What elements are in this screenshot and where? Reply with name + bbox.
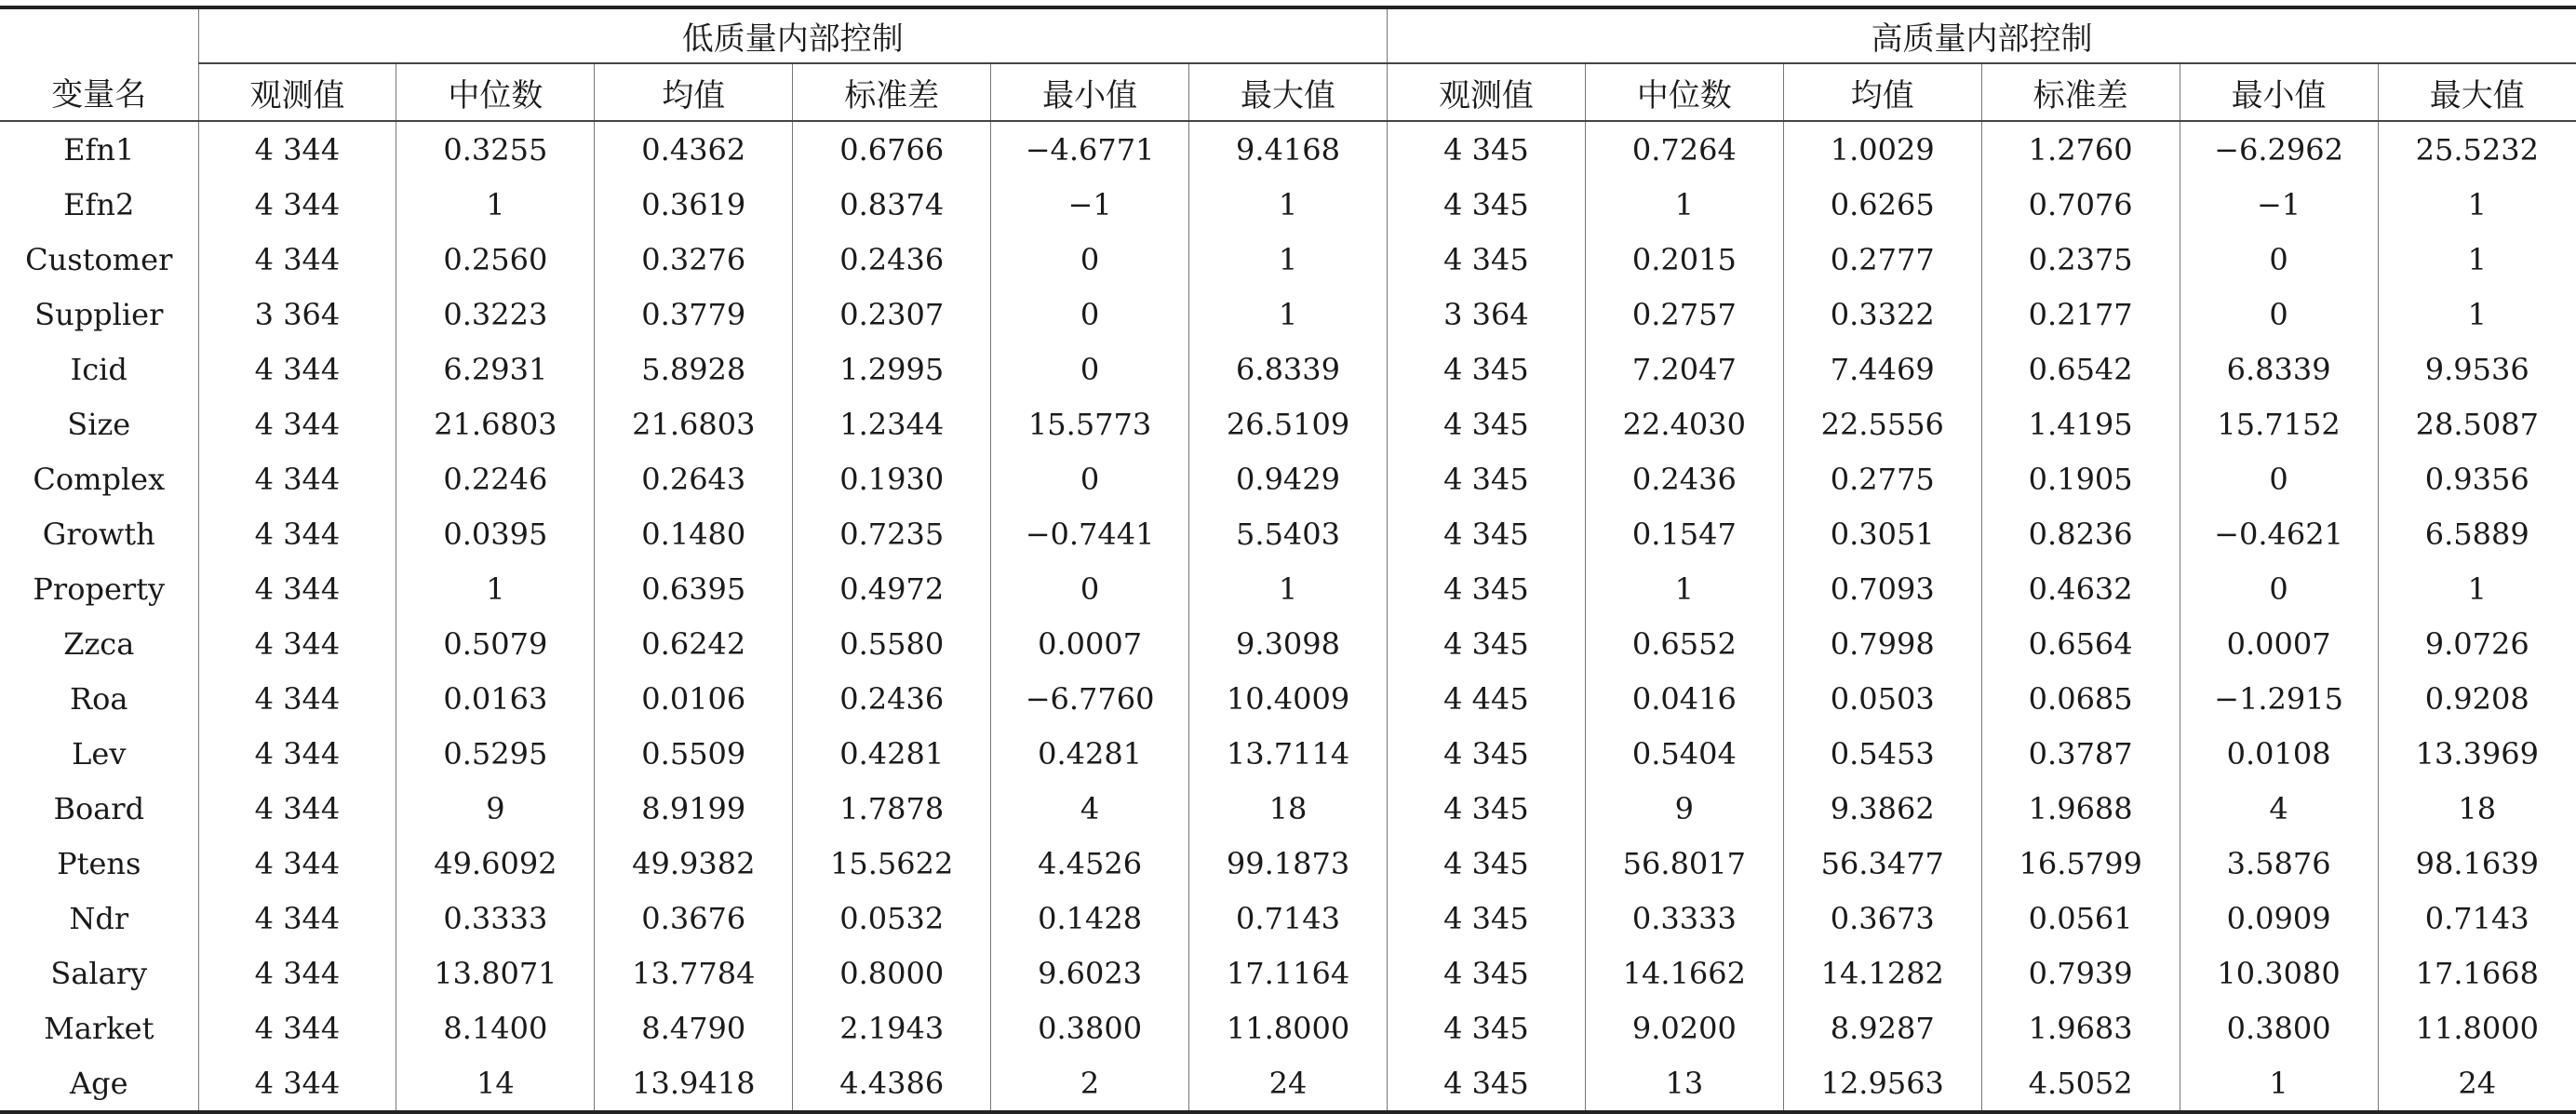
table-cell: 11.8000 — [2415, 1010, 2539, 1046]
table-cell: 0.7998 — [1783, 616, 1981, 671]
variable-name-cell: Ptens — [0, 836, 198, 891]
table-cell: 1 — [396, 177, 595, 232]
table-cell: 0.3322 — [1783, 287, 1981, 342]
table-cell: 0.4281 — [793, 726, 991, 781]
table-cell: 4 344 — [198, 506, 396, 561]
table-cell: 0.2777 — [1783, 232, 1981, 287]
table-cell: 4 344 — [198, 726, 396, 781]
column-header: 最大值 — [1189, 63, 1388, 121]
column-header: 标准差 — [1981, 63, 2180, 121]
table-cell: 0 — [991, 561, 1189, 616]
table-cell: 0.2375 — [1981, 232, 2180, 287]
table-cell: 9 — [1585, 781, 1783, 836]
table-cell: 13.8071 — [396, 946, 595, 1000]
column-header: 中位数 — [1585, 63, 1783, 121]
table-cell: 0.2177 — [1981, 287, 2180, 342]
table-cell: 22.5556 — [1783, 396, 1981, 451]
table-cell: 49.9382 — [595, 836, 793, 891]
table-row — [0, 451, 2576, 506]
table-cell: 4 344 — [198, 1055, 396, 1112]
table-cell: 0 — [991, 451, 1189, 506]
table-cell: 0.7939 — [1981, 946, 2180, 1000]
table-cell: 4 345 — [1387, 1055, 1585, 1112]
table-cell: 8.1400 — [396, 1000, 595, 1055]
table-cell: 10.3080 — [2180, 946, 2378, 1000]
table-cell: 9.0726 — [2424, 625, 2529, 662]
table-cell: 0.2015 — [1585, 232, 1783, 287]
table-cell: 4 345 — [1387, 342, 1585, 396]
table-cell: 1 — [2467, 570, 2487, 607]
table-cell: 0.0007 — [991, 616, 1189, 671]
table-cell: 0.6564 — [1981, 616, 2180, 671]
table-cell: 13.7114 — [1189, 726, 1388, 781]
table-cell: 0.7235 — [793, 506, 991, 561]
table-cell: 4 344 — [198, 781, 396, 836]
table-cell: 4 345 — [1387, 506, 1585, 561]
group-header-low-quality: 低质量内部控制 — [198, 7, 1387, 63]
table-cell: 0.7143 — [2424, 900, 2529, 936]
table-cell: 24 — [2378, 1055, 2576, 1112]
table-cell: 18 — [1189, 781, 1388, 836]
table-cell: 0.7143 — [1189, 891, 1388, 946]
table-cell: 0.2757 — [1585, 287, 1783, 342]
table-cell: 8.9199 — [595, 781, 793, 836]
table-cell: 16.5799 — [1981, 836, 2180, 891]
column-header: 最小值 — [2180, 63, 2378, 121]
table-cell: 5.8928 — [595, 342, 793, 396]
column-header-row — [0, 63, 2576, 121]
variable-name-cell: Growth — [0, 506, 198, 561]
table-cell: 13.9418 — [595, 1055, 793, 1112]
table-cell: 0.8236 — [1981, 506, 2180, 561]
table-cell: 0.3333 — [396, 891, 595, 946]
table-cell: 8.9287 — [1783, 1000, 1981, 1055]
table-cell: 0.5079 — [396, 616, 595, 671]
table-cell: 1 — [1189, 177, 1388, 232]
table-cell: 1 — [2180, 1055, 2378, 1112]
table-cell: 1 — [2467, 296, 2487, 332]
table-cell: 1.9688 — [1981, 781, 2180, 836]
table-cell: 1 — [1189, 232, 1388, 287]
variable-name-cell: Roa — [0, 671, 198, 726]
table-cell: 0.4362 — [595, 121, 793, 177]
table-cell: 0.1905 — [1981, 451, 2180, 506]
column-header: 标准差 — [793, 63, 991, 121]
table-cell: 17.1164 — [1189, 946, 1388, 1000]
table-cell: 18 — [2458, 790, 2497, 826]
table-cell: 0.3800 — [2180, 1000, 2378, 1055]
table-row — [0, 671, 2576, 726]
column-header: 均值 — [1783, 63, 1981, 121]
table-cell: 5.5403 — [1189, 506, 1388, 561]
group-header-spacer — [0, 7, 198, 63]
table-cell: 9.0200 — [1585, 1000, 1783, 1055]
table-cell: −1 — [2180, 177, 2378, 232]
table-cell: 0.0007 — [2180, 616, 2378, 671]
table-cell: 4 345 — [1387, 891, 1585, 946]
table-cell: 4 344 — [198, 616, 396, 671]
table-cell: 14 — [396, 1055, 595, 1112]
table-cell: 0 — [991, 287, 1189, 342]
group-header-row — [0, 7, 2576, 63]
table-cell: 0.6395 — [595, 561, 793, 616]
table-cell: 24 — [1189, 1055, 1388, 1112]
table-row — [0, 396, 2576, 451]
variable-name-cell: Customer — [0, 232, 198, 287]
table-cell: 4 344 — [198, 561, 396, 616]
table-cell: 17.1668 — [2415, 955, 2539, 991]
table-row — [0, 1000, 2576, 1055]
variable-name-cell: Size — [0, 396, 198, 451]
group-header-high-quality: 高质量内部控制 — [1387, 7, 2576, 63]
table-cell: 1.2995 — [793, 342, 991, 396]
table-cell: 0.7076 — [1981, 177, 2180, 232]
table-cell: 0.6542 — [1981, 342, 2180, 396]
table-cell: 0.6242 — [595, 616, 793, 671]
table-cell: 0.3276 — [595, 232, 793, 287]
table-cell: 0 — [991, 232, 1189, 287]
table-cell: −6.2962 — [2180, 121, 2378, 177]
table-cell: 14.1662 — [1585, 946, 1783, 1000]
table-cell: 1.0029 — [1783, 121, 1981, 177]
variable-name-cell: Complex — [0, 451, 198, 506]
table-cell: 9.6023 — [991, 946, 1189, 1000]
table-cell: 10.4009 — [1189, 671, 1388, 726]
table-cell: 13.3969 — [2415, 735, 2539, 772]
table-cell: 1.9683 — [1981, 1000, 2180, 1055]
table-row — [0, 506, 2576, 561]
table-cell: 4 345 — [1387, 177, 1585, 232]
table-cell: 11.8000 — [1189, 1000, 1388, 1055]
table-cell: 0.8000 — [793, 946, 991, 1000]
table-cell: 98.1639 — [2415, 845, 2539, 881]
table-cell: −1.2915 — [2180, 671, 2378, 726]
table-cell: 0.2307 — [793, 287, 991, 342]
table-cell: 0.0108 — [2180, 726, 2378, 781]
column-header-variable: 变量名 — [0, 63, 198, 121]
table-cell: 8.4790 — [595, 1000, 793, 1055]
table-cell: 28.5087 — [2415, 406, 2539, 442]
column-header: 观测值 — [1387, 63, 1585, 121]
table-cell: 6.8339 — [2180, 342, 2378, 396]
table-cell: 13 — [1585, 1055, 1783, 1112]
table-cell: 0.2246 — [396, 451, 595, 506]
table-cell: 0.8374 — [793, 177, 991, 232]
table-cell: 15.7152 — [2180, 396, 2378, 451]
table-cell: 4 344 — [198, 121, 396, 177]
column-header: 最小值 — [991, 63, 1189, 121]
table-cell: 9.3862 — [1783, 781, 1981, 836]
table-cell: 3 364 — [198, 287, 396, 342]
table-cell: 0.9429 — [1189, 451, 1388, 506]
table-cell: 9.9536 — [2424, 351, 2529, 387]
table-row — [0, 726, 2576, 781]
table-row — [0, 891, 2576, 946]
table-cell: 13.7784 — [595, 946, 793, 1000]
table-cell: 1 — [2467, 241, 2487, 277]
table-cell: 56.8017 — [1585, 836, 1783, 891]
table-cell: 49.6092 — [396, 836, 595, 891]
table-cell: 0.1930 — [793, 451, 991, 506]
table-cell: 0 — [2180, 451, 2378, 506]
table-cell: 1 — [2467, 186, 2487, 222]
table-cell: 0.6766 — [793, 121, 991, 177]
table-cell: 6.2931 — [396, 342, 595, 396]
table-cell: 3 364 — [1387, 287, 1585, 342]
variable-name-cell: Efn2 — [0, 177, 198, 232]
table-cell: 7.2047 — [1585, 342, 1783, 396]
table-cell: 4 — [991, 781, 1189, 836]
table-cell: 0.2560 — [396, 232, 595, 287]
table-row — [0, 121, 2576, 177]
table-cell: 0.3333 — [1585, 891, 1783, 946]
table-cell: 0 — [2180, 232, 2378, 287]
table-cell: 9.4168 — [1189, 121, 1388, 177]
column-header: 均值 — [595, 63, 793, 121]
table-cell: 4 345 — [1387, 451, 1585, 506]
table-cell: 0.1547 — [1585, 506, 1783, 561]
table-cell: 2.1943 — [793, 1000, 991, 1055]
table-cell: 0.0163 — [396, 671, 595, 726]
table-row — [0, 342, 2576, 396]
table-cell: 0.5404 — [1585, 726, 1783, 781]
table-cell: 0.4972 — [793, 561, 991, 616]
table-cell: 0.2643 — [595, 451, 793, 506]
table-cell: −4.6771 — [991, 121, 1189, 177]
column-header: 中位数 — [396, 63, 595, 121]
table-cell: 9 — [396, 781, 595, 836]
table-cell: 0.4281 — [991, 726, 1189, 781]
table-cell: 4.4526 — [991, 836, 1189, 891]
table-cell: 0.0685 — [1981, 671, 2180, 726]
table-cell: 4.4386 — [793, 1055, 991, 1112]
table-cell: 3.5876 — [2180, 836, 2378, 891]
table-cell: 56.3477 — [1783, 836, 1981, 891]
table-cell: 4 345 — [1387, 836, 1585, 891]
table-cell: 4 345 — [1387, 616, 1585, 671]
table-cell: 0.3051 — [1783, 506, 1981, 561]
table-cell: 4 445 — [1387, 671, 1585, 726]
table-cell: 1.7878 — [793, 781, 991, 836]
table-cell: 0.4632 — [1981, 561, 2180, 616]
table-cell: 0.3673 — [1783, 891, 1981, 946]
table-cell: 7.4469 — [1783, 342, 1981, 396]
variable-name-cell: Lev — [0, 726, 198, 781]
table-cell: −0.7441 — [991, 506, 1189, 561]
table-cell: 4 345 — [1387, 232, 1585, 287]
variable-name-cell: Salary — [0, 946, 198, 1000]
table-cell: 1.4195 — [1981, 396, 2180, 451]
table-row — [0, 836, 2576, 891]
table-cell: 0.2436 — [793, 232, 991, 287]
table-cell: 0.2436 — [1585, 451, 1783, 506]
table-cell: 99.1873 — [1189, 836, 1388, 891]
table-cell: 0.3619 — [595, 177, 793, 232]
variable-name-cell: Board — [0, 781, 198, 836]
table-cell: 15.5622 — [793, 836, 991, 891]
table-cell: 0.3255 — [396, 121, 595, 177]
table-cell: 4 345 — [1387, 726, 1585, 781]
table-row — [0, 232, 2576, 287]
table-cell: 0.9356 — [2424, 461, 2529, 497]
variable-name-cell: Age — [0, 1055, 198, 1112]
variable-name-cell: Icid — [0, 342, 198, 396]
variable-name-cell: Efn1 — [0, 121, 198, 177]
table-cell: 0.3779 — [595, 287, 793, 342]
table-cell: −0.4621 — [2180, 506, 2378, 561]
table-cell: 4 344 — [198, 1000, 396, 1055]
table-cell: 15.5773 — [991, 396, 1189, 451]
table-cell: 21.6803 — [595, 396, 793, 451]
table-row — [0, 561, 2576, 616]
table-cell: 0.2436 — [793, 671, 991, 726]
table-cell: 0.7093 — [1783, 561, 1981, 616]
column-header: 观测值 — [198, 63, 396, 121]
table-cell: 0.3676 — [595, 891, 793, 946]
table-cell: 0.2775 — [1783, 451, 1981, 506]
table-cell: 0 — [2180, 287, 2378, 342]
table-cell: 22.4030 — [1585, 396, 1783, 451]
table-cell: 4 344 — [198, 396, 396, 451]
table-cell: 4 345 — [1387, 781, 1585, 836]
table-cell: 6.5889 — [2424, 516, 2529, 552]
table-cell: 4 344 — [198, 451, 396, 506]
table-cell: 25.5232 — [2415, 131, 2539, 168]
table-cell: 4 345 — [1387, 121, 1585, 177]
table-cell: 0.3787 — [1981, 726, 2180, 781]
table-cell: 0.9208 — [2424, 680, 2529, 717]
table-cell: 1.2344 — [793, 396, 991, 451]
table-row — [0, 177, 2576, 232]
table-cell: 0.5509 — [595, 726, 793, 781]
table-cell: 0.7264 — [1585, 121, 1783, 177]
variable-name-cell: Supplier — [0, 287, 198, 342]
table-cell: 0.5580 — [793, 616, 991, 671]
table-cell: 0.1480 — [595, 506, 793, 561]
table-cell: 0.5295 — [396, 726, 595, 781]
table-cell: 4 344 — [198, 232, 396, 287]
descriptive-statistics-table — [0, 6, 2576, 1114]
table-cell: 4 345 — [1387, 396, 1585, 451]
table-cell: 0.0909 — [2180, 891, 2378, 946]
table-cell: 4 344 — [198, 342, 396, 396]
table-cell: 6.8339 — [1189, 342, 1388, 396]
table-cell: 0.5453 — [1783, 726, 1981, 781]
table-cell: 4 344 — [198, 891, 396, 946]
table-cell: 4 345 — [1387, 946, 1585, 1000]
table-cell: 0.0106 — [595, 671, 793, 726]
table-cell: 21.6803 — [396, 396, 595, 451]
table-cell: 9.3098 — [1189, 616, 1388, 671]
table-cell: 0.0503 — [1783, 671, 1981, 726]
variable-name-cell: Property — [0, 561, 198, 616]
table-row — [0, 616, 2576, 671]
table-row — [0, 287, 2576, 342]
table-cell: 4 — [2180, 781, 2378, 836]
table-cell: 2 — [991, 1055, 1189, 1112]
table-cell: 14.1282 — [1783, 946, 1981, 1000]
table-cell: 4 345 — [1387, 1000, 1585, 1055]
table-cell: 0.6552 — [1585, 616, 1783, 671]
table-cell: 4 345 — [1387, 561, 1585, 616]
table-cell: 0 — [991, 342, 1189, 396]
table-cell: 4 344 — [198, 836, 396, 891]
table-cell: 4 344 — [198, 946, 396, 1000]
variable-name-cell: Zzca — [0, 616, 198, 671]
table-cell: 1 — [1189, 287, 1388, 342]
table-cell: 4 344 — [198, 177, 396, 232]
table-cell: 0.3800 — [991, 1000, 1189, 1055]
table-cell: 1 — [1585, 561, 1783, 616]
table-body — [0, 121, 2576, 1112]
table-cell: 0.0395 — [396, 506, 595, 561]
table-cell: 0.6265 — [1783, 177, 1981, 232]
table-cell: 1 — [1585, 177, 1783, 232]
variable-name-cell: Ndr — [0, 891, 198, 946]
table-cell: 1.2760 — [1981, 121, 2180, 177]
table-cell: 26.5109 — [1189, 396, 1388, 451]
table-row — [0, 781, 2576, 836]
table-cell: 1 — [1189, 561, 1388, 616]
variable-name-cell: Market — [0, 1000, 198, 1055]
table-cell: 1 — [396, 561, 595, 616]
table-cell: 0.1428 — [991, 891, 1189, 946]
table-cell: 4.5052 — [1981, 1055, 2180, 1112]
table-cell: 0.0561 — [1981, 891, 2180, 946]
table-cell: 0.0416 — [1585, 671, 1783, 726]
table-cell: 12.9563 — [1783, 1055, 1981, 1112]
table-cell: 4 344 — [198, 671, 396, 726]
table-cell: 0.0532 — [793, 891, 991, 946]
column-header: 最大值 — [2378, 63, 2576, 121]
table-cell: 0 — [2180, 561, 2378, 616]
table-cell: 0.3223 — [396, 287, 595, 342]
table-row — [0, 1055, 2576, 1112]
table-cell: −1 — [991, 177, 1189, 232]
table-row — [0, 946, 2576, 1000]
table-cell: −6.7760 — [991, 671, 1189, 726]
